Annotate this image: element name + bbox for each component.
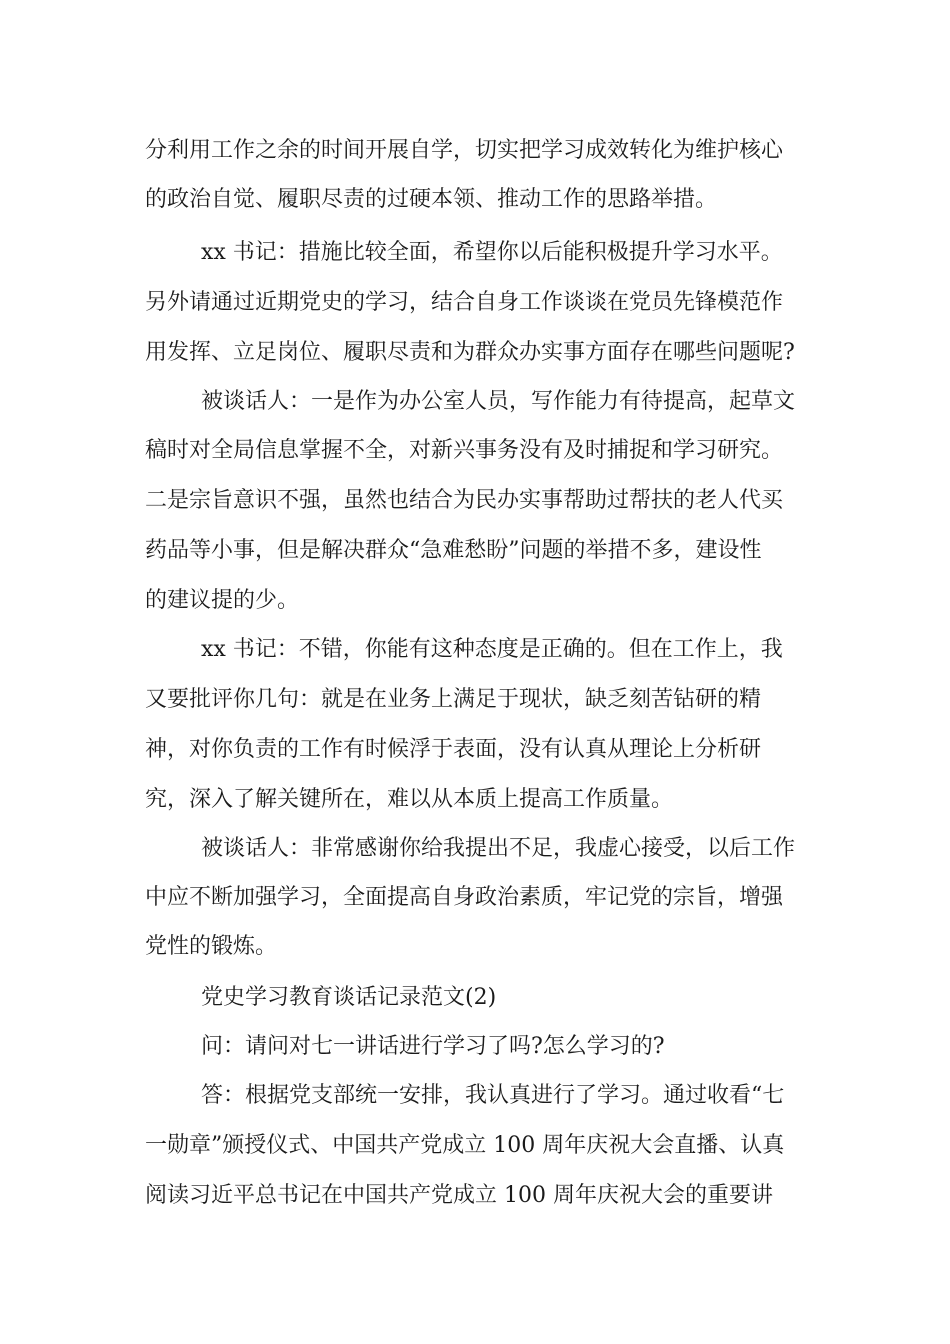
answer-line-3: 阅读习近平总书记在中国共产党成立 100 周年庆祝大会的重要讲 (145, 1183, 773, 1208)
paragraph-interviewee-1-line-1: 被谈话人：一是作为办公室人员，写作能力有待提高，起草文 (201, 389, 796, 414)
document-body (145, 0, 809, 1344)
paragraph-interviewee-2-line-2: 中应不断加强学习，全面提高自身政治素质，牢记党的宗旨，增强 (145, 885, 784, 910)
answer-line-2: 一勋章”颁授仪式、中国共产党成立 100 周年庆祝大会直播、认真 (145, 1133, 785, 1158)
paragraph-interviewee-1-line-4: 药品等小事，但是解决群众“急难愁盼”问题的举措不多，建设性 (145, 538, 762, 563)
paragraph-secretary-1-line-1: xx 书记：措施比较全面，希望你以后能积极提升学习水平。 (201, 240, 783, 265)
paragraph-secretary-2-line-2: 又要批评你几句：就是在业务上满足于现状，缺乏刻苦钻研的精 (145, 687, 762, 712)
question-line: 问：请问对七一讲话进行学习了吗?怎么学习的? (201, 1034, 665, 1059)
paragraph-interviewee-2-line-3: 党性的锻炼。 (145, 934, 278, 959)
paragraph-secretary-1-line-3: 用发挥、立足岗位、履职尽责和为群众办实事方面存在哪些问题呢? (145, 340, 795, 365)
body-line-2: 的政治自觉、履职尽责的过硬本领、推动工作的思路举措。 (145, 187, 718, 212)
body-line-1: 分利用工作之余的时间开展自学，切实把学习成效转化为维护核心 (145, 138, 784, 163)
paragraph-interviewee-1-line-2: 稿时对全局信息掌握不全，对新兴事务没有及时捕捉和学习研究。 (145, 438, 784, 463)
answer-line-1: 答：根据党支部统一安排，我认真进行了学习。通过收看“七 (201, 1083, 785, 1108)
paragraph-interviewee-2-line-1: 被谈话人：非常感谢你给我提出不足，我虚心接受，以后工作 (201, 836, 796, 861)
paragraph-secretary-2-line-3: 神，对你负责的工作有时候浮于表面，没有认真从理论上分析研 (145, 737, 762, 762)
paragraph-secretary-2-line-1: xx 书记：不错，你能有这种态度是正确的。但在工作上，我 (201, 637, 783, 662)
paragraph-interviewee-1-line-3: 二是宗旨意识不强，虽然也结合为民办实事帮助过帮扶的老人代买 (145, 488, 784, 513)
paragraph-interviewee-1-line-5: 的建议提的少。 (145, 588, 300, 613)
paragraph-secretary-1-line-2: 另外请通过近期党史的学习，结合自身工作谈谈在党员先锋模范作 (145, 290, 784, 315)
paragraph-secretary-2-line-4: 究，深入了解关键所在，难以从本质上提高工作质量。 (145, 787, 674, 812)
section-heading: 党史学习教育谈话记录范文(2) (201, 985, 497, 1010)
